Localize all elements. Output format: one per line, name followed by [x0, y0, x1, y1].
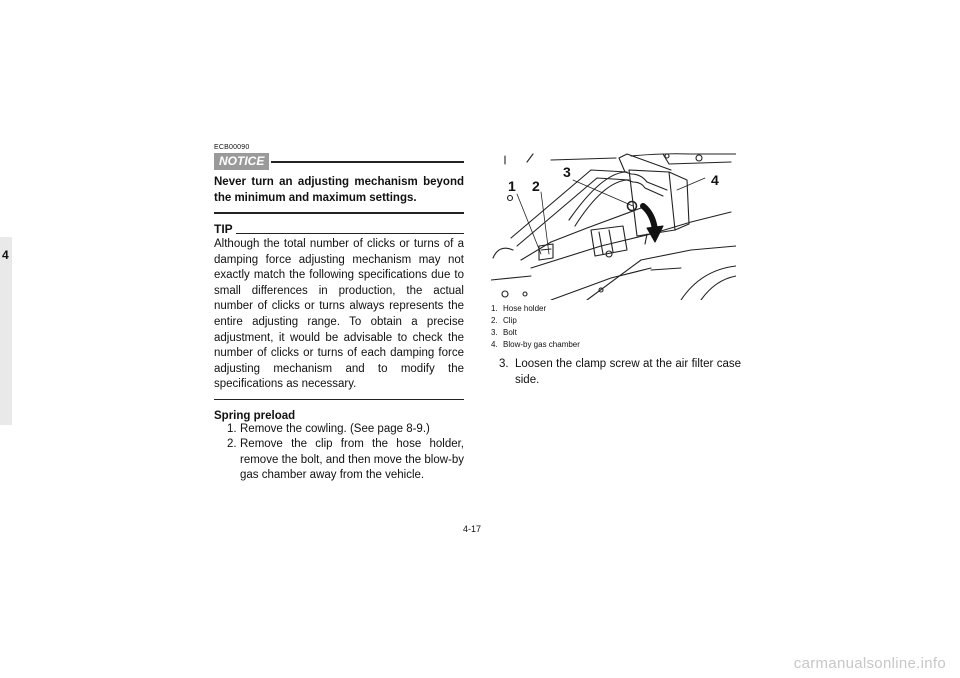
step-text: Remove the clip from the hose holder, remove the bolt, and then move the blow-by gas chamber away from the vehicle. [240, 438, 464, 482]
tip-label: TIP [214, 222, 233, 236]
caption-number: 1. [491, 304, 498, 313]
left-column [214, 144, 464, 484]
tip-end-rule [214, 399, 464, 400]
illustration-figure [491, 150, 736, 300]
callout-3: 3 [563, 164, 571, 180]
notice-end-rule [214, 212, 464, 214]
step-item [214, 422, 464, 438]
notice-badge: NOTICE [214, 153, 269, 170]
callout-1: 1 [508, 178, 516, 194]
caption-text: Blow-by gas chamber [503, 340, 580, 349]
tip-text: Although the total number of clicks or turns of a damping force adjusting mechanism may not exactly match the following specifications due to small differences in production, the actual number of clicks or turns always represents the entire adjusting range. To obtain a precise adjustment, it would be advisable to check the number of clicks or turns of each damping force adjusting mechanism and to modify the specifications as necessary. [214, 238, 464, 391]
step-number: 3. [499, 358, 509, 370]
right-column [491, 150, 741, 388]
tip-header [214, 223, 464, 236]
section-heading: Spring preload [214, 409, 296, 422]
step-number: 1. [227, 422, 237, 435]
step-text: Remove the cowling. (See page 8-9.) [240, 422, 430, 435]
caption-item [491, 315, 741, 327]
caption-text: Clip [503, 316, 517, 325]
step-number: 2. [227, 438, 237, 451]
caption-number: 3. [491, 328, 498, 337]
notice-code: ECB00090 [214, 144, 250, 151]
caption-item [491, 339, 741, 351]
figure-caption [491, 303, 741, 351]
caption-text: Bolt [503, 328, 517, 337]
caption-item [491, 303, 741, 315]
page-number: 4-17 [463, 524, 482, 534]
callout-2: 2 [532, 178, 540, 194]
step-item [214, 437, 464, 484]
notice-rule [271, 161, 464, 163]
tip-rule [236, 233, 464, 234]
notice-text: Never turn an adjusting mechanism beyond the minimum and maximum settings. [214, 176, 464, 204]
caption-text: Hose holder [503, 304, 547, 313]
step-text: Loosen the clamp screw at the air filter case side. [515, 358, 741, 386]
notice-header [214, 153, 464, 170]
caption-item [491, 327, 741, 339]
caption-number: 4. [491, 340, 498, 349]
step-item [491, 357, 741, 388]
engine-illustration [491, 150, 736, 300]
watermark: carmanualsonline.info [793, 655, 946, 672]
caption-number: 2. [491, 316, 498, 325]
chapter-tab [0, 237, 12, 425]
chapter-tab-number: 4 [2, 248, 9, 262]
callout-4: 4 [711, 172, 719, 188]
